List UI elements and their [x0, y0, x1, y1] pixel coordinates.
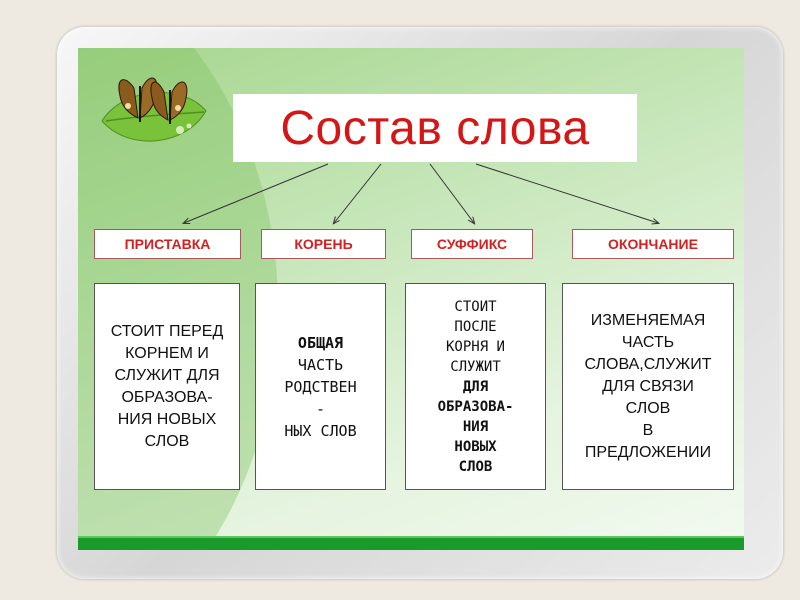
desc-ending-line: ДЛЯ СВЯЗИ	[602, 377, 694, 395]
desc-ending-line: СЛОВ	[625, 399, 671, 417]
label-suffix-text: СУФФИКС	[436, 236, 508, 252]
desc-suffix-line: НОВЫХ	[454, 438, 497, 455]
desc-ending-line: ИЗМЕНЯЕМАЯ	[590, 311, 706, 329]
desc-root-line: РОДСТВЕН	[284, 377, 357, 396]
label-root	[261, 229, 386, 259]
desc-suffix	[405, 283, 546, 490]
desc-prefix-line: НИЯ НОВЫХ	[117, 410, 217, 428]
desc-prefix	[94, 283, 240, 490]
label-root-text: КОРЕНЬ	[294, 236, 353, 252]
arrow-to-prefix	[184, 164, 328, 223]
desc-prefix-line: КОРНЕМ И	[125, 344, 209, 362]
label-ending	[572, 229, 734, 259]
desc-ending-line: В	[642, 421, 654, 439]
desc-root-line: ЧАСТЬ	[297, 355, 344, 374]
desc-root	[255, 283, 386, 490]
slide	[78, 48, 744, 550]
arrow-to-ending	[476, 164, 658, 223]
desc-suffix-line: ОБРАЗОВА-	[437, 398, 514, 415]
label-prefix-text: ПРИСТАВКА	[124, 236, 211, 252]
desc-ending-line: ПРЕДЛОЖЕНИИ	[584, 443, 712, 461]
desc-ending-line: ЧАСТЬ	[621, 333, 675, 351]
desc-root-line: НЫХ СЛОВ	[284, 421, 357, 440]
page-title: Состав слова	[280, 101, 590, 155]
label-prefix	[94, 229, 241, 259]
desc-prefix-line: ОБРАЗОВА-	[121, 388, 213, 406]
desc-suffix-line: НИЯ	[462, 418, 489, 435]
desc-ending	[562, 283, 734, 490]
desc-suffix-line: ПОСЛЕ	[454, 318, 497, 335]
desc-suffix-line: СТОИТ	[454, 298, 497, 315]
label-suffix	[411, 229, 533, 259]
label-ending-text: ОКОНЧАНИЕ	[608, 236, 698, 252]
desc-suffix-line: КОРНЯ И	[445, 338, 505, 355]
desc-prefix-line: СТОИТ ПЕРЕД	[110, 322, 224, 340]
desc-suffix-line: СЛОВ	[458, 458, 493, 475]
desc-suffix-line: СЛУЖИТ	[450, 358, 501, 375]
desc-prefix-line: СЛОВ	[144, 432, 190, 450]
arrow-to-root	[334, 164, 381, 223]
desc-root-line: -	[315, 399, 326, 418]
desc-ending-line: СЛОВА,СЛУЖИТ	[584, 355, 712, 373]
arrow-to-suffix	[430, 164, 474, 223]
bottom-bar	[78, 536, 744, 550]
desc-suffix-line: ДЛЯ	[462, 378, 489, 395]
desc-root-line: ОБЩАЯ	[297, 333, 344, 352]
desc-prefix-line: СЛУЖИТ ДЛЯ	[114, 366, 220, 384]
